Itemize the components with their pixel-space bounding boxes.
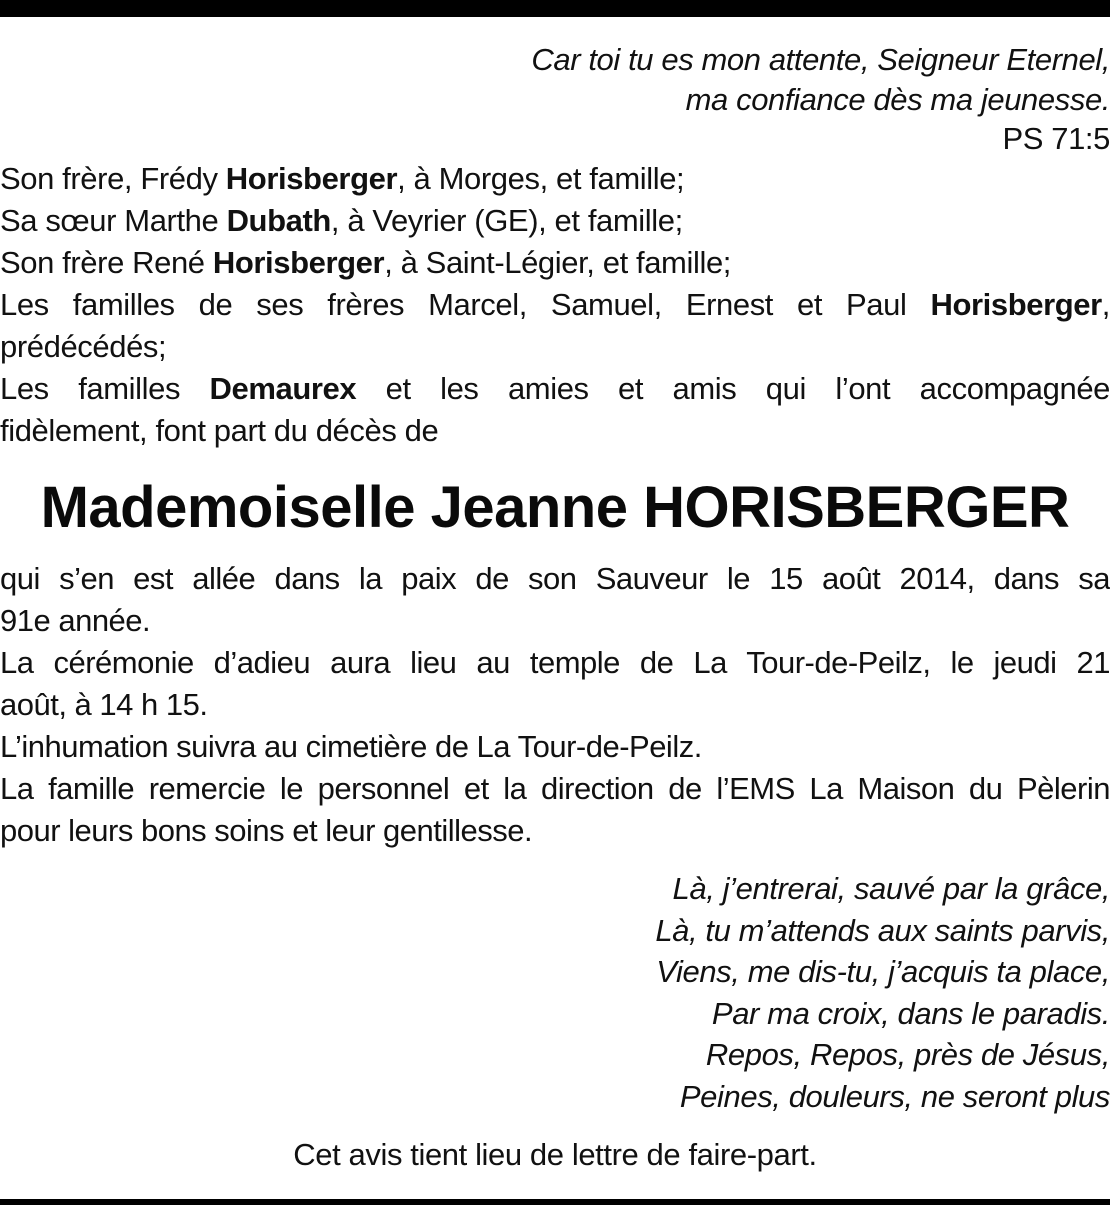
body-line: pour leurs bons soins et leur gentillesse. [0,813,533,848]
body-line: La famille remercie le personnel et la direction de l’EMS La Maison du Pèlerin [0,771,1110,806]
family-text: Les familles [0,371,210,406]
family-announcement [0,158,1110,452]
family-text: , à Morges, et famille; [397,161,685,196]
notice-body [0,558,1110,852]
family-surname: Dubath [226,203,331,238]
epigraph-verse [0,40,1110,158]
hymn-verse [0,868,1110,1117]
family-text: et les amies et amis qui l’ont accompagnée [356,371,1110,406]
hymn-line: Là, j’entrerai, sauvé par la grâce, [672,871,1110,906]
family-line [0,242,1110,284]
top-border-rule [0,0,1110,17]
hymn-line: Viens, me dis-tu, j’acquis ta place, [656,954,1110,989]
body-line: L’inhumation suivra au cimetière de La Tour-de-Peilz. [0,729,702,764]
family-text: , à Saint-Légier, et famille; [384,245,731,280]
family-line [0,200,1110,242]
closing-note: Cet avis tient lieu de lettre de faire-part. [293,1137,817,1172]
bottom-border-rule [0,1199,1110,1205]
family-line [0,368,1110,410]
body-line: 91e année. [0,603,151,638]
family-text: , [1101,287,1110,322]
epigraph-line: ma confiance dès ma jeunesse. [685,82,1110,117]
family-line: prédécédés; [0,329,167,364]
deceased-name-heading: Mademoiselle Jeanne HORISBERGER [40,475,1070,540]
body-line: août, à 14 h 15. [0,687,208,722]
hymn-line: Là, tu m’attends aux saints parvis, [655,912,1110,948]
epigraph-reference: PS 71:5 [1002,121,1110,156]
body-line: La cérémonie d’adieu aura lieu au temple de La Tour-de-Peilz, le jeudi 21 [0,645,1110,680]
epigraph-line: Car toi tu es mon attente, Seigneur Eternel, [531,42,1110,77]
family-surname: Demaurex [209,371,357,406]
family-surname: Horisberger [225,161,398,196]
family-surname: Horisberger [930,287,1102,322]
family-line: fidèlement, font part du décès de [0,413,439,448]
body-line: qui s’en est allée dans la paix de son Sauveur le 15 août 2014, dans sa [0,561,1110,596]
family-text: Sa sœur Marthe [0,203,227,238]
hymn-line: Par ma croix, dans le paradis. [711,995,1110,1031]
family-line [0,284,1110,326]
family-text: Les familles de ses frères Marcel, Samuel, Ernest et Paul [0,287,931,322]
hymn-line: Repos, Repos, près de Jésus, [705,1037,1110,1072]
family-text: Son frère René [0,245,213,280]
family-surname: Horisberger [212,245,385,280]
obituary-notice [0,40,1110,1175]
family-text: Son frère, Frédy [0,161,226,196]
hymn-line: Peines, douleurs, ne seront plus [679,1078,1110,1114]
family-text: , à Veyrier (GE), et famille; [330,203,683,238]
family-line [0,158,1110,200]
